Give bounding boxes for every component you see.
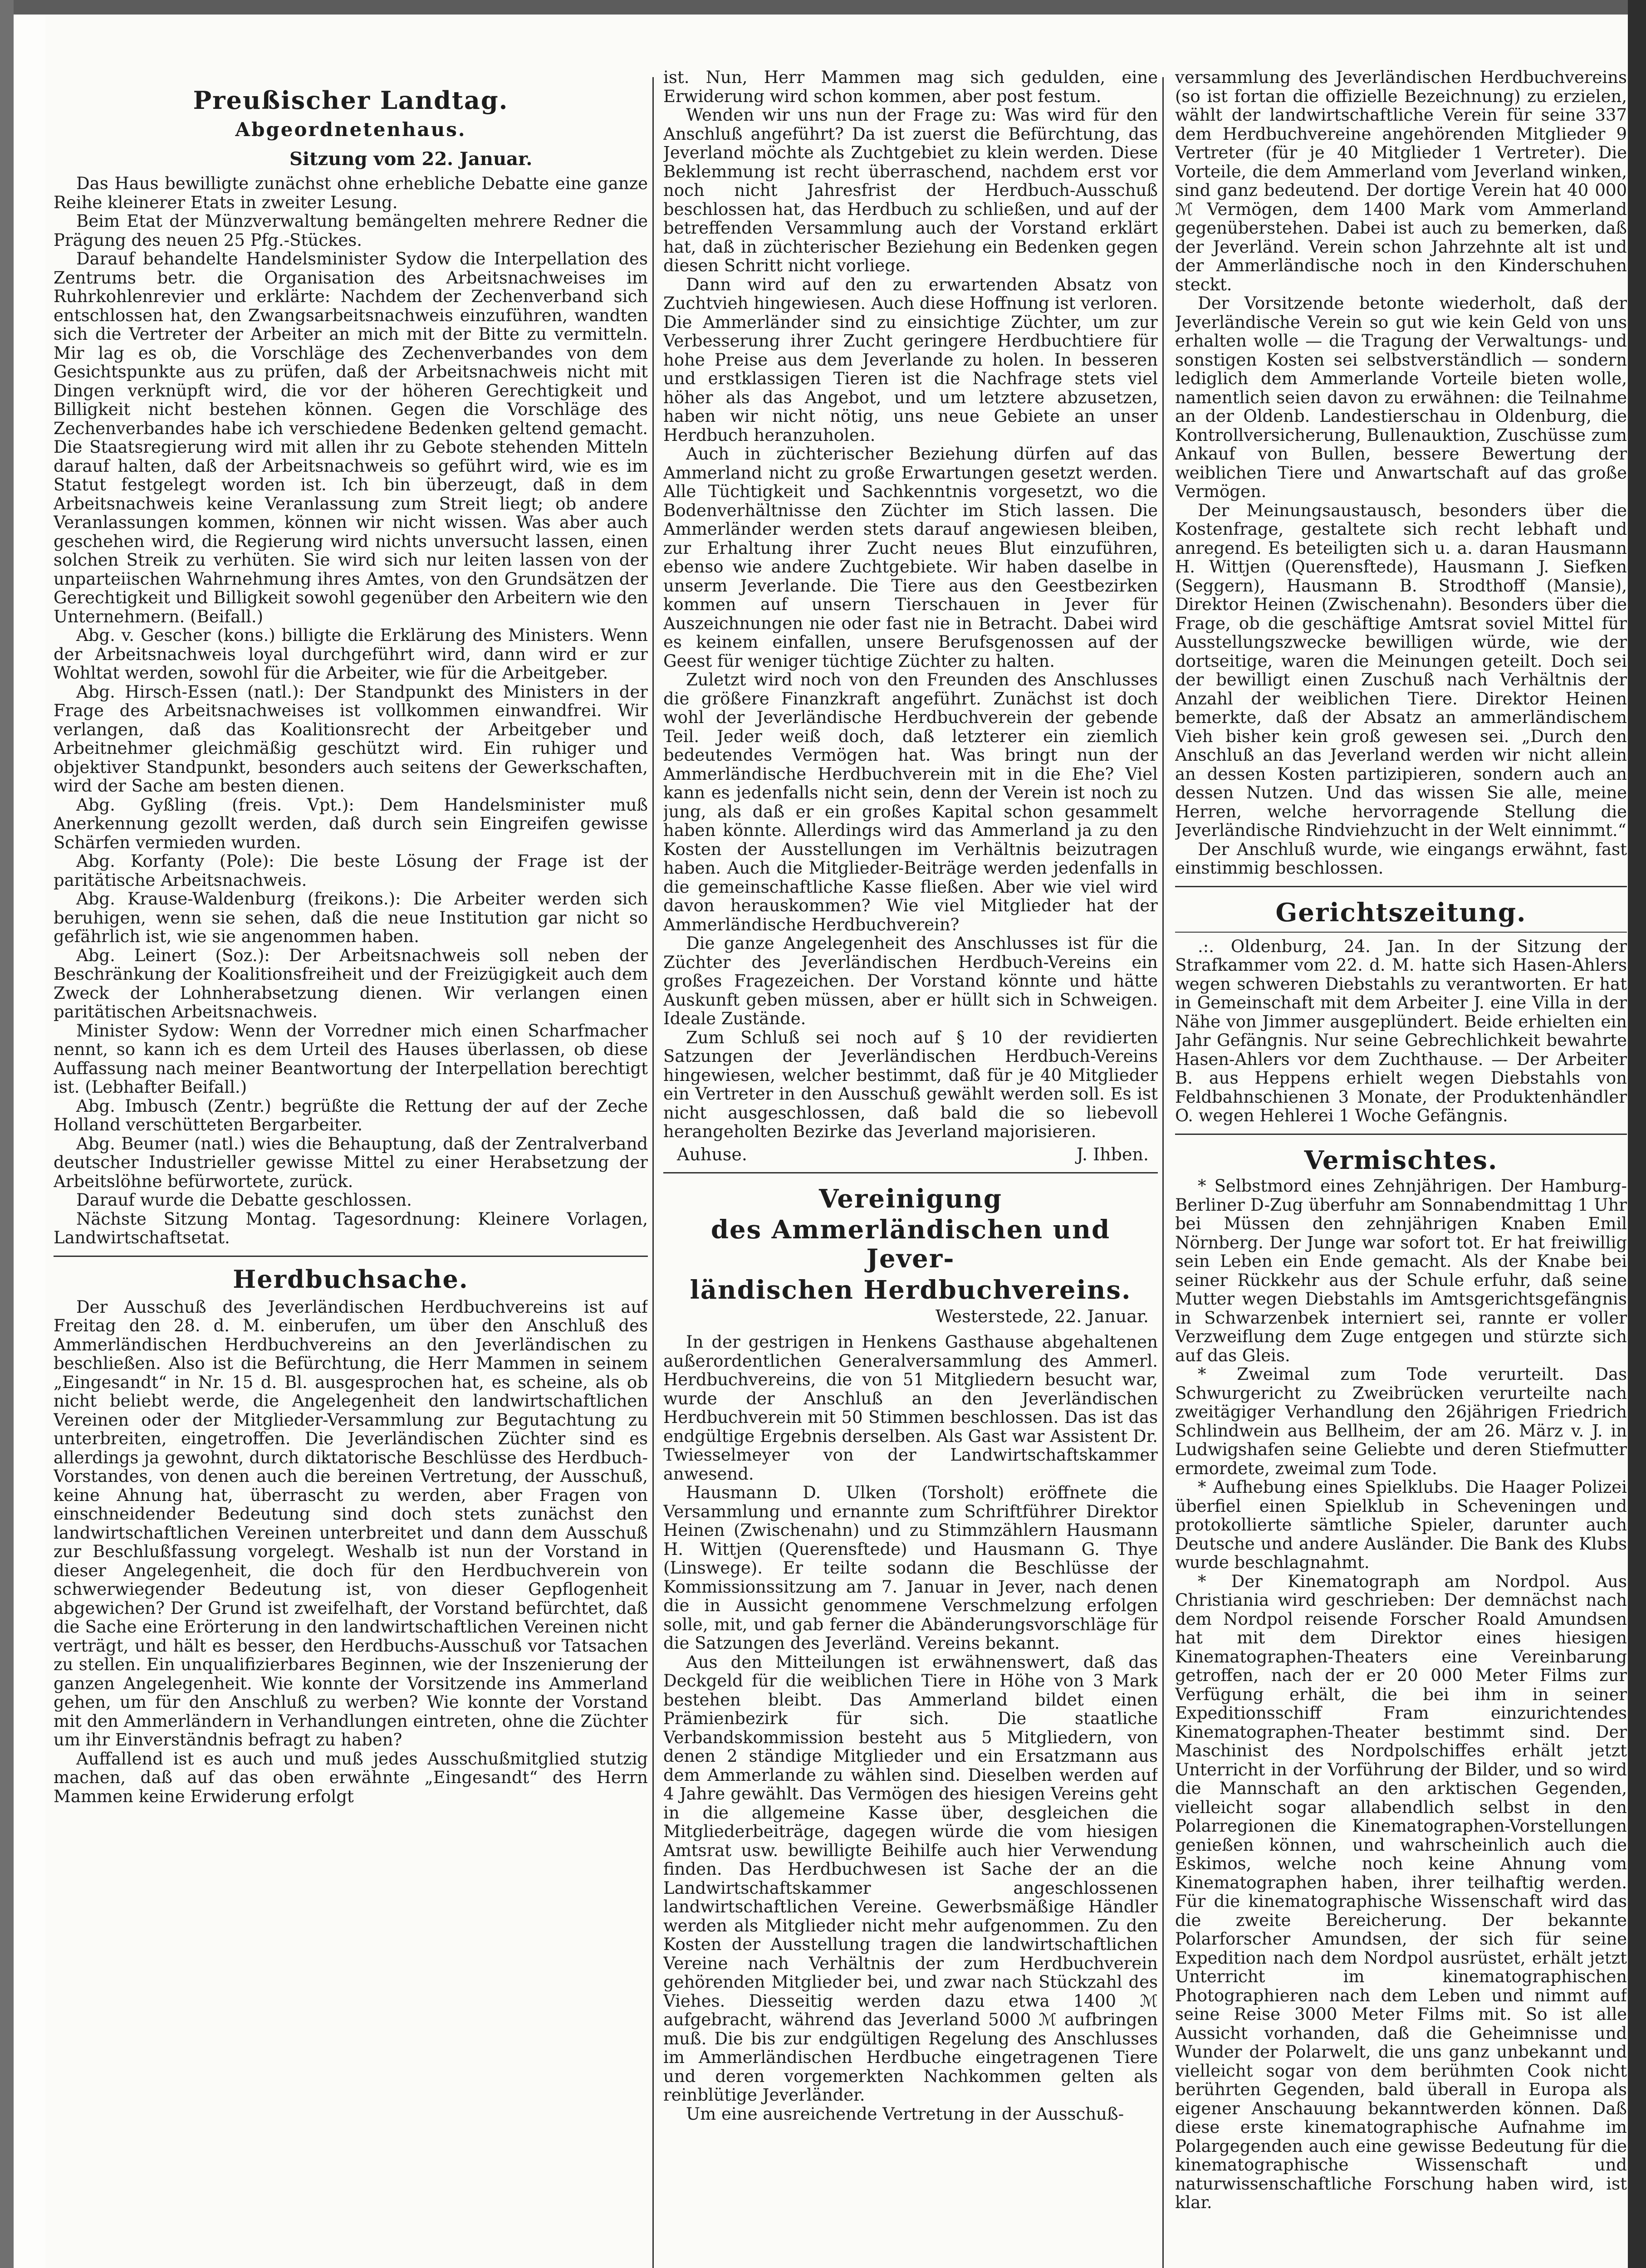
page-edge-right [1628,0,1646,2268]
landtag-paragraph: Beim Etat der Münzverwaltung bemängelten mehrere Redner die Prägung des neuen 25 Pfg.-Stückes. [54,211,648,250]
page-edge-top [0,0,1646,15]
vereinigung-continued [1175,68,1627,878]
herdbuch-body [54,1298,648,1806]
vereinigung-paragraph: In der gestrigen in Henkens Gasthause abgehaltenen außerordentlichen Generalversammlung des Ammerl. Herdbuchvereins, die von 51 Mitgliedern besucht war, wurde der Anschluß an den Jeverländischen Herdbuchverein mit 50 Stimmen beschlossen. Das ist das endgültige Ergebnis derselben. Als Gast war Assistent Dr. Twiesselmeyer von der Landwirtschaftskammer anwesend. [663,1332,1158,1484]
landtag-session: Sitzung vom 22. Januar. [289,148,533,170]
vereinigung-paragraph: Der Meinungsaustausch, besonders über die Kostenfrage, gestaltete sich recht lebhaft und anregend. Es beteiligten sich u. a. daran Hausmann H. Wittjen (Querensftede), Hausmann J. Siefken (Seggern), Hausmann B. Strodthoff (Mansie), Direktor Heinen (Zwischenahn). Besonders über die Frage, ob die geschäftige Amtsrat soviel Mittel für Ausstellungszwecke bewilligen würde, wie der dortseitige, waren die Meinungen geteilt. Doch sei der bewilligt einen Zuschuß nach Verhältnis der Anzahl der weiblichen Tiere. Direktor Heinen bemerkte, daß der Absatz an ammerländischem Vieh bisher kein groß gewesen sei. „Durch den Anschluß an das Jeverland werden wir nicht allein an dessen Kosten partizipieren, sondern auch an dessen Nutzen. Und das wissen Sie alle, meine Herren, welche hervorragende Stellung die Jeverländische Rindviehzucht in der Welt einnimmt.“ [1175,500,1627,840]
vermischtes-paragraph: * Selbstmord eines Zehnjährigen. Der Hamburg-Berliner D-Zug überfuhr am Sonnabendmittag 1 Uhr bei Müssen den zehnjährigen Knaben Emil Nörnberg. Der Junge war sofort tot. Er hat freiwillig sein Leben ein Ende gemacht. Als der Knabe bei seiner Rückkehr aus der Schule erfuhr, daß seine Mutter wegen Diebstahls im Amtsgerichtsgefängnis in Schwarzenbek interniert sei, rannte er voller Verzweiflung dem Zuge entgegen und stürzte sich auf das Gleis. [1175,1176,1627,1365]
column-rule-right [1162,77,1164,2268]
herdbuch-continued [663,68,1158,1141]
herdbuch-paragraph: Auffallend ist es auch und muß jedes Ausschußmitglied stutzig machen, daß auf das oben erwähnte „Eingesandt“ des Herrn Mammen keine Erwiderung erfolgt [54,1749,648,1806]
vermischtes-title: Vermischtes. [1304,1145,1498,1175]
vermischtes-paragraph: * Aufhebung eines Spielklubs. Die Haager Polizei überfiel einen Spielklub in Scheveningen und protokollierte sämtliche Spieler, darunter auch Deutsche und andere Ausländer. Die Bank des Klubs wurde beschlagnahmt. [1175,1477,1627,1573]
article-signature [677,1145,1149,1164]
section-divider [1175,1134,1627,1135]
landtag-body [54,174,648,1247]
column-one [54,68,648,2268]
vermischtes-paragraph: * Der Kinematograph am Nordpol. Aus Christiania wird geschrieben: Der demnächst nach dem Nordpol reisende Forscher Roald Amundsen hat mit dem Direktor eines hiesigen Kinematographen-Theaters eine Vereinbarung getroffen, nach der er 20 000 Meter Films zur Verfügung erhält, die bei ihm in seiner Expeditionsschiff Fram einzurichtendes Kinematographen-Theater bestimmt sind. Der Maschinist des Nordpolschiffes erhält jetzt Unterricht in der Vorführung der Bilder, und so wird die Mannschaft an den arktischen Gegenden, vielleicht sogar allabendlich selbst in den Polarregionen die Kinematographen-Vorstellungen genießen können, und wahrscheinlich auch die Eskimos, welche noch keine Ahnung vom Kinematographen haben, ihrer teilhaftig werden. Für die kinematographische Wissenschaft wird das die zweite Bereicherung. Der bekannte Polarforscher Amundsen, der sich für seine Expedition nach dem Nordpol ausrüstet, erhält jetzt Unterricht im kinematographischen Photographieren nach dem Leben und nimmt auf seine Reise 3000 Meter Films mit. So ist alle Aussicht vorhanden, daß die Geheimnisse und Wunder der Polarwelt, die uns ganz unbekannt und vielleicht sogar von dem berühmten Cook nicht berührten Gegenden, bald überall in Europa als eigener Anschauung bekanntwerden können. Daß diese erste kinematographische Aufnahme im Polargegenden auch eine gewisse Bedeutung für die kinematographische Wissenschaft und naturwissenschaftliche Forschung haben wird, ist klar. [1175,1571,1627,2213]
herdbuch-title: Herdbuchsache. [233,1264,469,1294]
vereinigung-paragraph: versammlung des Jeverländischen Herdbuchvereins (so ist fortan die offizielle Bezeichnung) zu erzielen, wählt der landwirtschaftliche Verein für seine 337 dem Herdbuchvereine angehörenden Mitglieder 9 Vertreter (für je 40 Mitglieder 1 Vertreter). Die Vorteile, die dem Ammerland vom Jeverland winken, sind ganz bedeutend. Der dortige Verein hat 40 000 ℳ Vermögen, dem 1400 Mark vom Ammerland gegenüberstehen. Dabei ist auch zu bemerken, daß der Jeverländ. Verein schon Jahrzehnte alt ist und der Ammerländische noch in den Kinderschuhen steckt. [1175,68,1627,294]
herdbuch-paragraph: Der Ausschuß des Jeverländischen Herdbuchvereins ist auf Freitag den 28. d. M. einberufen, um über den Anschluß des Ammerländischen Herdbuchvereins an den Jeverländischen zu beschließen. Also ist die Befürchtung, die Herr Mammen in seinem „Eingesandt“ in Nr. 15 d. Bl. ausgesprochen hat, es scheine, als ob nicht beliebt werde, die Angelegenheit den landwirtschaftlichen Vereinen oder der Mitglieder-Versammlung zur Begutachtung zu unterbreiten, eingetroffen. Die Jeverländischen Züchter sind es allerdings ja gewohnt, durch diktatorische Beschlüsse des Herdbuch-Vorstandes, von denen auch die bereinen Vertretung, der Ausschuß, keine Ahnung hat, überrascht zu werden, aber Fragen von einschneidender Bedeutung sind doch stets zunächst den landwirtschaftlichen Vereinen unterbreitet und dann dem Ausschuß zur Beschlußfassung vorgelegt. Weshalb ist nun der Vorstand in dieser Angelegenheit, die doch für den Herdbuchverein von schwerwiegender Bedeutung ist, von dieser Gepflogenheit abgewichen? Der Grund ist zweifelhaft, der Vorstand befürchtet, daß die Sache eine Erörterung in den landwirtschaftlichen Vereinen nicht verträgt, und hält es besser, den Herdbuchs-Ausschuß vor Tatsachen zu stellen. Ein unqualifizierbares Beginnen, wie der Inszenierung der ganzen Angelegenheit. Wie konnte der Vorsitzende ins Ammerland gehen, um für den Anschluß zu werben? Wie konnte der Vorstand mit den Ammerländern in Verhandlungen eintreten, ohne die Züchter um ihr Einverständnis befragt zu haben? [54,1297,648,1750]
herdbuch-paragraph: Dann wird auf den zu erwartenden Absatz von Zuchtvieh hingewiesen. Auch diese Hoffnung ist verloren. Die Ammerländer sind zu einsichtige Züchter, um zur Verbesserung ihrer Zucht geringere Herdbuchtiere für hohe Preise aus dem Jeverlande zu holen. In besseren und erstklassigen Tieren ist die Nachfrage stets viel höher als das Angebot, und um letztere abzusetzen, haben wir nicht nötig, uns neue Gebiete an unser Herdbuch heranzuholen. [663,274,1158,445]
vereinigung-paragraph: Der Anschluß wurde, wie eingangs erwähnt, fast einstimmig beschlossen. [1175,839,1627,878]
landtag-subtitle: Abgeordnetenhaus. [235,118,466,141]
section-divider [54,1256,648,1257]
vereinigung-paragraph: Aus den Mitteilungen ist erwähnenswert, daß das Deckgeld für die weiblichen Tiere in Höhe von 3 Mark bestehen bleibt. Das Ammerland bildet einen Prämienbezirk für sich. Die staatliche Verbandskommission besteht aus 5 Mitgliedern, von denen 2 ständige Mitglieder und ein Ersatzmann aus dem Ammerlande zu wählen sind. Dieselben werden auf 4 Jahre gewählt. Das Vermögen des hiesigen Vereins geht in die allgemeine Kasse über, desgleichen die Mitgliederbeiträge, dagegen würde die vom hiesigen Amtsrat usw. bewilligte Beihilfe auch hier Verwendung finden. Das Herdbuchwesen ist Sache der an die Landwirtschaftskammer angeschlossenen landwirtschaftlichen Vereine. Gewerbsmäßige Händler werden als Mitglieder nicht mehr aufgenommen. Zu den Kosten der Ausstellung tragen die landwirtschaftlichen Vereine nach Verhältnis der zum Herdbuchverein gehörenden Mitglieder bei, und zwar nach Stückzahl des Viehes. Diesseitig werden dazu etwa 1400 ℳ aufgebracht, während das Jeverland 5000 ℳ aufbringen muß. Die bis zur endgültigen Regelung des Anschlusses im Ammerländischen Herdbuche eingetragenen Tiere und deren vorgemerkten Nachkommen gelten als reinblütige Jeverländer. [663,1652,1158,2105]
vereinigung-title-line: ländischen Herdbuchvereins. [690,1275,1132,1305]
vereinigung-title-line: des Ammerländischen und Jever- [710,1214,1111,1274]
column-rule-left [652,77,654,2268]
signature-place: Auhuse. [677,1144,747,1164]
vereinigung-title-line: Vereinigung [818,1183,1003,1214]
herdbuch-paragraph: Auch in züchterischer Beziehung dürfen auf das Ammerland nicht zu große Erwartungen gesetzt werden. Alle Tüchtigkeit und Sachkenntnis vorgesetzt, wo die Bodenverhältnisse den Züchter im Stich lassen. Die Ammerländer werden stets darauf angewiesen bleiben, zur Erhaltung ihrer Zucht neues Blut einzuführen, ebenso wie andere Zuchtgebiete. Wir haben daselbe in unserm Jeverlande. Die Tiere aus den Geestbezirken kommen auf unsern Tierschauen in Jever für Auszeichnungen nie oder fast nie in Betracht. Dabei wird es keinem einfallen, unsere Berufsgenossen auf der Geest für weniger tüchtige Züchter zu halten. [663,444,1158,671]
landtag-paragraph: Abg. Korfanty (Pole): Die beste Lösung der Frage ist der paritätische Arbeitsnachweis. [54,851,648,890]
vermischtes-body [1175,1177,1627,2212]
column-three [1175,68,1627,2268]
landtag-paragraph: Abg. Krause-Waldenburg (freikons.): Die Arbeiter werden sich beruhigen, wenn sie sehen, daß die neue Institution gar nicht so gefährlich ist, wie sie angenommen haben. [54,889,648,947]
landtag-paragraph: Darauf behandelte Handelsminister Sydow die Interpellation des Zentrums betr. die Organisation des Arbeitsnachweises im Ruhrkohlenrevier und erklärte: Nachdem der Zechenverband sich entschlossen hat, den Zwangsarbeitsnachweis einzuführen, wandten sich die Vertreter der Arbeiter an mich mit der Bitte zu vermitteln. Mir lag es ob, die Vorschläge des Zechenverbandes von dem Gesichtspunkte aus zu prüfen, daß der Arbeitsnachweis nicht mit Dingen verknüpft wird, die vor der höheren Gerechtigkeit und Billigkeit nicht bestehen können. Gegen die Vorschläge des Zechenverbandes habe ich verschiedene Bedenken geltend gemacht. Die Staatsregierung wird mit allen ihr zu Gebote stehenden Mitteln darauf halten, daß der Arbeitsnachweis so geführt wird, wie es im Statut festgelegt worden ist. Ich bin überzeugt, daß in dem Arbeitsnachweis keine Veranlassung zum Streit liegt; ob andere Veranlassungen kommen, können wir nicht wissen. Was aber auch geschehen wird, die Regierung wird nichts unversucht lassen, einen solchen Streik zu verhüten. Sie wird sich nur leiten lassen von der unparteiischen Wahrnehmung ihres Amtes, von den Grundsätzen der Gerechtigkeit und Billigkeit sowohl gegenüber den Arbeitern wie den Unternehmern. (Beifall.) [54,249,648,626]
page-edge-left [0,0,14,2268]
landtag-paragraph: Nächste Sitzung Montag. Tagesordnung: Kleinere Vorlagen, Landwirtschaftsetat. [54,1209,648,1248]
herdbuch-paragraph: Wenden wir uns nun der Frage zu: Was wird für den Anschluß angeführt? Da ist zuerst die Befürchtung, das Jeverland möchte als Zuchtgebiet zu klein werden. Diese Beklemmung ist recht überraschend, nachdem erst vor noch nicht Jahresfrist der Herdbuch-Ausschuß beschlossen hat, das Herdbuch zu schließen, und auf der betreffenden Versammlung auch der Vorstand erklärt hat, daß in züchterischer Beziehung ein Bedenken gegen diesen Schritt nicht vorliege. [663,105,1158,275]
landtag-paragraph: Minister Sydow: Wenn der Vorredner mich einen Scharfmacher nennt, so kann ich es dem Urteil des Hauses überlassen, ob diese Auffassung nach meiner Beantwortung der Interpellation berechtigt ist. (Lebhafter Beifall.) [54,1021,648,1097]
vereinigung-paragraph: Hausmann D. Ulken (Torsholt) eröffnete die Versammlung und ernannte zum Schriftführer Direktor Heinen (Zwischenahn) und zu Stimmzählern Hausmann H. Wittjen (Querensftede) und Hausmann G. Thye (Linswege). Er teilte sodann die Beschlüsse der Kommissionssitzung am 7. Januar in Jever, nach denen die in Aussicht genommene Verschmelzung erfolgen solle, mit, und gab ferner die Abänderungsvorschläge für die Satzungen des Jeverländ. Vereins bekannt. [663,1483,1158,1653]
vereinigung-body [663,1333,1158,2123]
herdbuch-paragraph: Zuletzt wird noch von den Freunden des Anschlusses die größere Finanzkraft angeführt. Zunächst ist doch wohl der Jeverländische Herdbuchverein der gebende Teil. Jeder weiß doch, daß letzterer ein ziemlich bedeutendes Vermögen hat. Was bringt nun der Ammerländische Herdbuchverein mit in die Ehe? Viel kann es jedenfalls nicht sein, denn der Verein ist noch zu jung, als daß er ein großes Kapital schon gesammelt haben könnte. Allerdings wird das Ammerland ja zu den Kosten der Ausstellungen im Verhältnis beizutragen haben. Auch die Mitglieder-Beiträge werden jedenfalls in die gemeinschaftliche Kasse fließen. Aber wie viel wird davon herauskommen? Wie viel Mitglieder hat der Ammerländische Herdbuchverein? [663,670,1158,934]
landtag-paragraph: Das Haus bewilligte zunächst ohne erhebliche Debatte eine ganze Reihe kleinerer Etats in zweiter Lesung. [54,174,648,212]
vereinigung-dateline: Westerstede, 22. Januar. [935,1306,1149,1327]
herdbuch-paragraph: Die ganze Angelegenheit des Anschlusses ist für die Züchter des Jeverländischen Herdbuch-Vereins ein großes Fragezeichen. Der Vorstand könnte und hätte Auskunft geben müssen, aber er hüllt sich in Schweigen. Ideale Zustände. [663,934,1158,1028]
gerichtszeitung-text: .:. Oldenburg, 24. Jan. In der Sitzung der Strafkammer vom 22. d. M. hatte sich Hasen-Ahlers wegen schweren Diebstahls zu verantworten. Er hat in Gemeinschaft mit dem Arbeiter J. eine Villa in der Nähe von Jimmer ausgeplündert. Beide erhielten ein Jahr Gefängnis. Nur seine Gebrechlichkeit bewahrte Hasen-Ahlers vor dem Zuchthause. — Der Arbeiter B. aus Heppens erhielt wegen Diebstahls von Feldbahnschienen 3 Monate, der Produktenhändler O. wegen Hehlerei 1 Woche Gefängnis. [1175,936,1627,1126]
vermischtes-paragraph: * Zweimal zum Tode verurteilt. Das Schwurgericht zu Zweibrücken verurteilte nach zweitägiger Verhandlung den 26jährigen Friedrich Schlindwein aus Bellheim, der am 26. März v. J. in Ludwigshafen seine Geliebte und deren Stiefmutter ermordete, zweimal zum Tode. [1175,1364,1627,1478]
landtag-paragraph: Abg. v. Gescher (kons.) billigte die Erklärung des Ministers. Wenn der Arbeitsnachweis loyal durchgeführt wird, dann wird er zur Wohltat werden, sowohl für die Arbeiter, wie für die Arbeitgeber. [54,626,648,683]
vereinigung-paragraph: Um eine ausreichende Vertretung in der Ausschuß- [686,2104,1124,2124]
signature-name: J. Ihben. [1076,1144,1149,1164]
section-divider [1175,886,1627,887]
vereinigung-paragraph: Der Vorsitzende betonte wiederholt, daß der Jeverländische Verein so gut wie kein Geld von uns erhalten wolle — die Tragung der Verwaltungs- und sonstigen Kosten sei selbstverständlich — sondern lediglich dem Ammerlande Vorteile bieten wolle, namentlich seien davon zu erwähnen: die Teilnahme an der Oldenb. Landestierschau in Oldenburg, die Kontrollversicherung, Bullenauktion, Zuschüsse zum Ankauf von Bullen, bessere Bewertung der weiblichen Tiere und Anwartschaft auf das große Vermögen. [1175,293,1627,501]
landtag-paragraph: Abg. Imbusch (Zentr.) begrüßte die Rettung der auf der Zeche Holland verschütteten Bergarbeiter. [54,1096,648,1135]
landtag-title: Preußischer Landtag. [193,86,509,115]
landtag-paragraph: Darauf wurde die Debatte geschlossen. [76,1190,412,1210]
gerichtszeitung-title: Gerichtszeitung. [1275,897,1527,928]
landtag-paragraph: Abg. Beumer (natl.) wies die Behauptung, daß der Zentralverband deutscher Industrieller gewisse Mittel zu einer Herabsetzung der Arbeitslöhne befürwortete, zurück. [54,1134,648,1191]
landtag-paragraph: Abg. Gyßling (freis. Vpt.): Dem Handelsminister muß Anerkennung gezollt werden, daß durch sein Eingreifen gewisse Schärfen vermieden wurden. [54,795,648,852]
herdbuch-paragraph: ist. Nun, Herr Mammen mag sich gedulden, eine Erwiderung wird schon kommen, aber post festum. [663,68,1158,106]
section-divider [663,1172,1158,1173]
landtag-paragraph: Abg. Leinert (Soz.): Der Arbeitsnachweis soll neben der Beschränkung der Koalitionsfreiheit und der Freizügigkeit auch dem Zweck der Lohnherabsetzung dienen. Wir verlangen einen paritätischen Arbeitsnachweis. [54,945,648,1022]
column-two [663,68,1158,2268]
landtag-paragraph: Abg. Hirsch-Essen (natl.): Der Standpunkt des Ministers in der Frage des Arbeitsnachweises ist vollkommen einwandfrei. Wir verlangen, daß das Koalitionsrecht der Arbeitgeber und Arbeitnehmer gleichmäßig geschützt wird. Ein ruhiger und objektiver Standpunkt, besonders auch seitens der Gewerkschaften, wird der Sache am besten dienen. [54,682,648,796]
herdbuch-paragraph: Zum Schluß sei noch auf § 10 der revidierten Satzungen der Jeverländischen Herdbuch-Vereins hingewiesen, welcher bestimmt, daß für je 40 Mitglieder ein Vertreter in den Ausschuß gewählt werden soll. Es ist nicht ausgeschlossen, daß bald die so liebevoll herangeholten Bezirke das Jeverland majorisieren. [663,1027,1158,1141]
section-divider [1175,932,1627,933]
